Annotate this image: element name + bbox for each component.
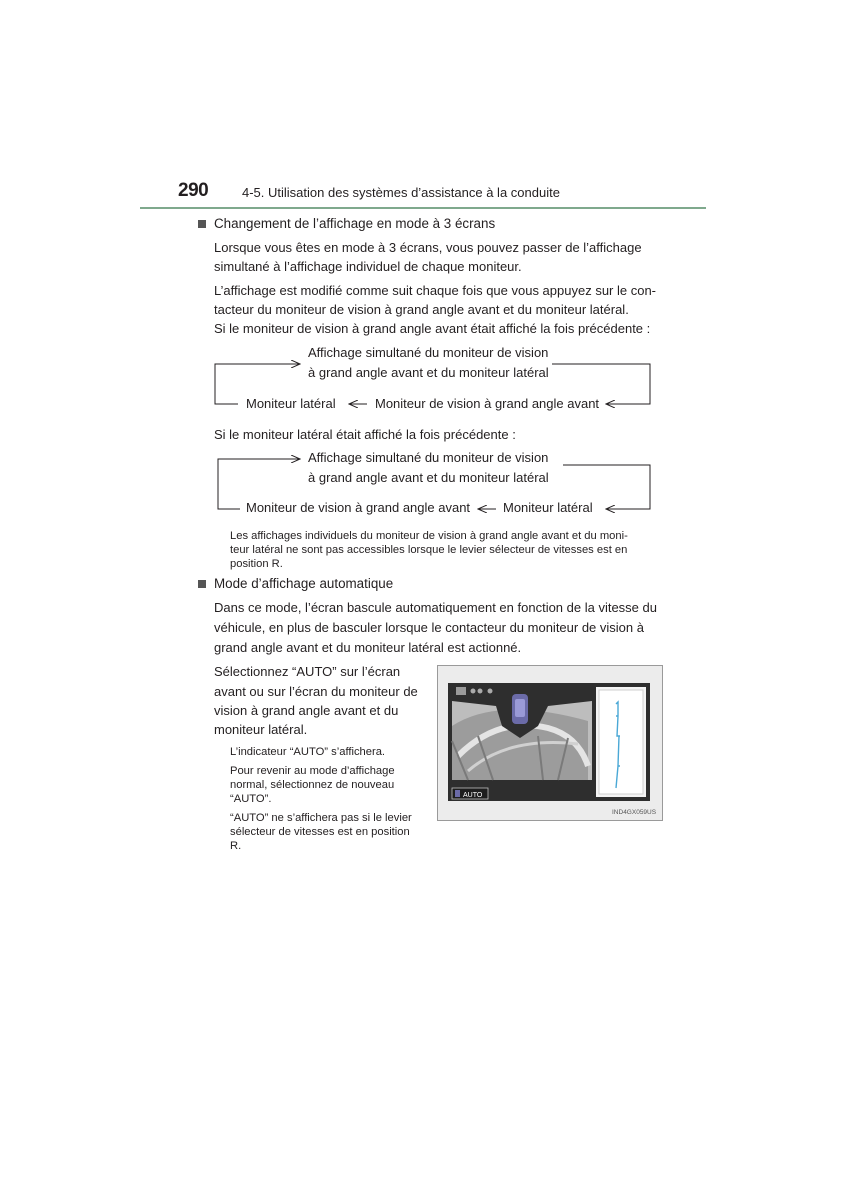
note-line: position R. [230, 558, 283, 570]
paragraph-line: Dans ce mode, l’écran bascule automatiquement en fonction de la vitesse du [214, 600, 657, 615]
paragraph-line: vision à grand angle avant et du [214, 703, 399, 718]
note-line: normal, sélectionnez de nouveau [230, 779, 395, 791]
paragraph-line: grand angle avant et du moniteur latéral est actionné. [214, 640, 522, 655]
figure-code: IND4GX059US [612, 809, 657, 816]
flow1-left-label: Moniteur latéral [246, 396, 336, 411]
note-line: sélecteur de vitesses est en position [230, 826, 410, 838]
flow2-top-label: Affichage simultané du moniteur de vision [308, 450, 549, 465]
paragraph-line: L’affichage est modifié comme suit chaque fois que vous appuyez sur le con- [214, 283, 657, 298]
note-line: “AUTO”. [230, 793, 272, 805]
flow1-top-label: Affichage simultané du moniteur de vision [308, 345, 549, 360]
paragraph-line: Si le moniteur latéral était affiché la fois précédente : [214, 427, 516, 442]
flow2-right-label: Moniteur latéral [503, 500, 593, 515]
paragraph-line: simultané à l’affichage individuel de chaque moniteur. [214, 259, 522, 274]
paragraph-line: véhicule, en plus de basculer lorsque le contacteur du moniteur de vision à [214, 620, 644, 635]
auto-indicator-label: AUTO [463, 792, 483, 799]
flow2-top-label: à grand angle avant et du moniteur latéral [308, 470, 549, 485]
note-line: R. [230, 840, 242, 852]
paragraph-line: avant ou sur l’écran du moniteur de [214, 684, 418, 699]
paragraph-line: moniteur latéral. [214, 722, 308, 737]
note-line: “AUTO” ne s’affichera pas si le levier [230, 812, 412, 824]
note-line: L’indicateur “AUTO” s’affichera. [230, 746, 386, 758]
paragraph-line: Lorsque vous êtes en mode à 3 écrans, vous pouvez passer de l’affichage [214, 240, 642, 255]
flow1-top-label: à grand angle avant et du moniteur latéral [308, 365, 549, 380]
monitor-screen-figure [437, 665, 663, 821]
paragraph-line: Sélectionnez “AUTO” sur l’écran [214, 664, 401, 679]
note-line: Les affichages individuels du moniteur de vision à grand angle avant et du moni- [230, 530, 628, 542]
section-heading: Changement de l’affichage en mode à 3 écrans [214, 216, 496, 231]
page-number: 290 [178, 180, 209, 201]
flow1-right-label: Moniteur de vision à grand angle avant [375, 396, 600, 411]
paragraph-line: tacteur du moniteur de vision à grand angle avant et du moniteur latéral. [214, 302, 629, 317]
monitor-screen-illustration [438, 666, 662, 820]
flow2-left-label: Moniteur de vision à grand angle avant [246, 500, 471, 515]
note-line: Pour revenir au mode d’affichage [230, 765, 395, 777]
section-title: 4-5. Utilisation des systèmes d’assistance à la conduite [242, 185, 560, 200]
section-bullet [198, 580, 206, 588]
section-heading: Mode d’affichage automatique [214, 576, 394, 591]
note-line: teur latéral ne sont pas accessibles lorsque le levier sélecteur de vitesses est en [230, 544, 628, 556]
paragraph-line: Si le moniteur de vision à grand angle avant était affiché la fois précédente : [214, 321, 651, 336]
